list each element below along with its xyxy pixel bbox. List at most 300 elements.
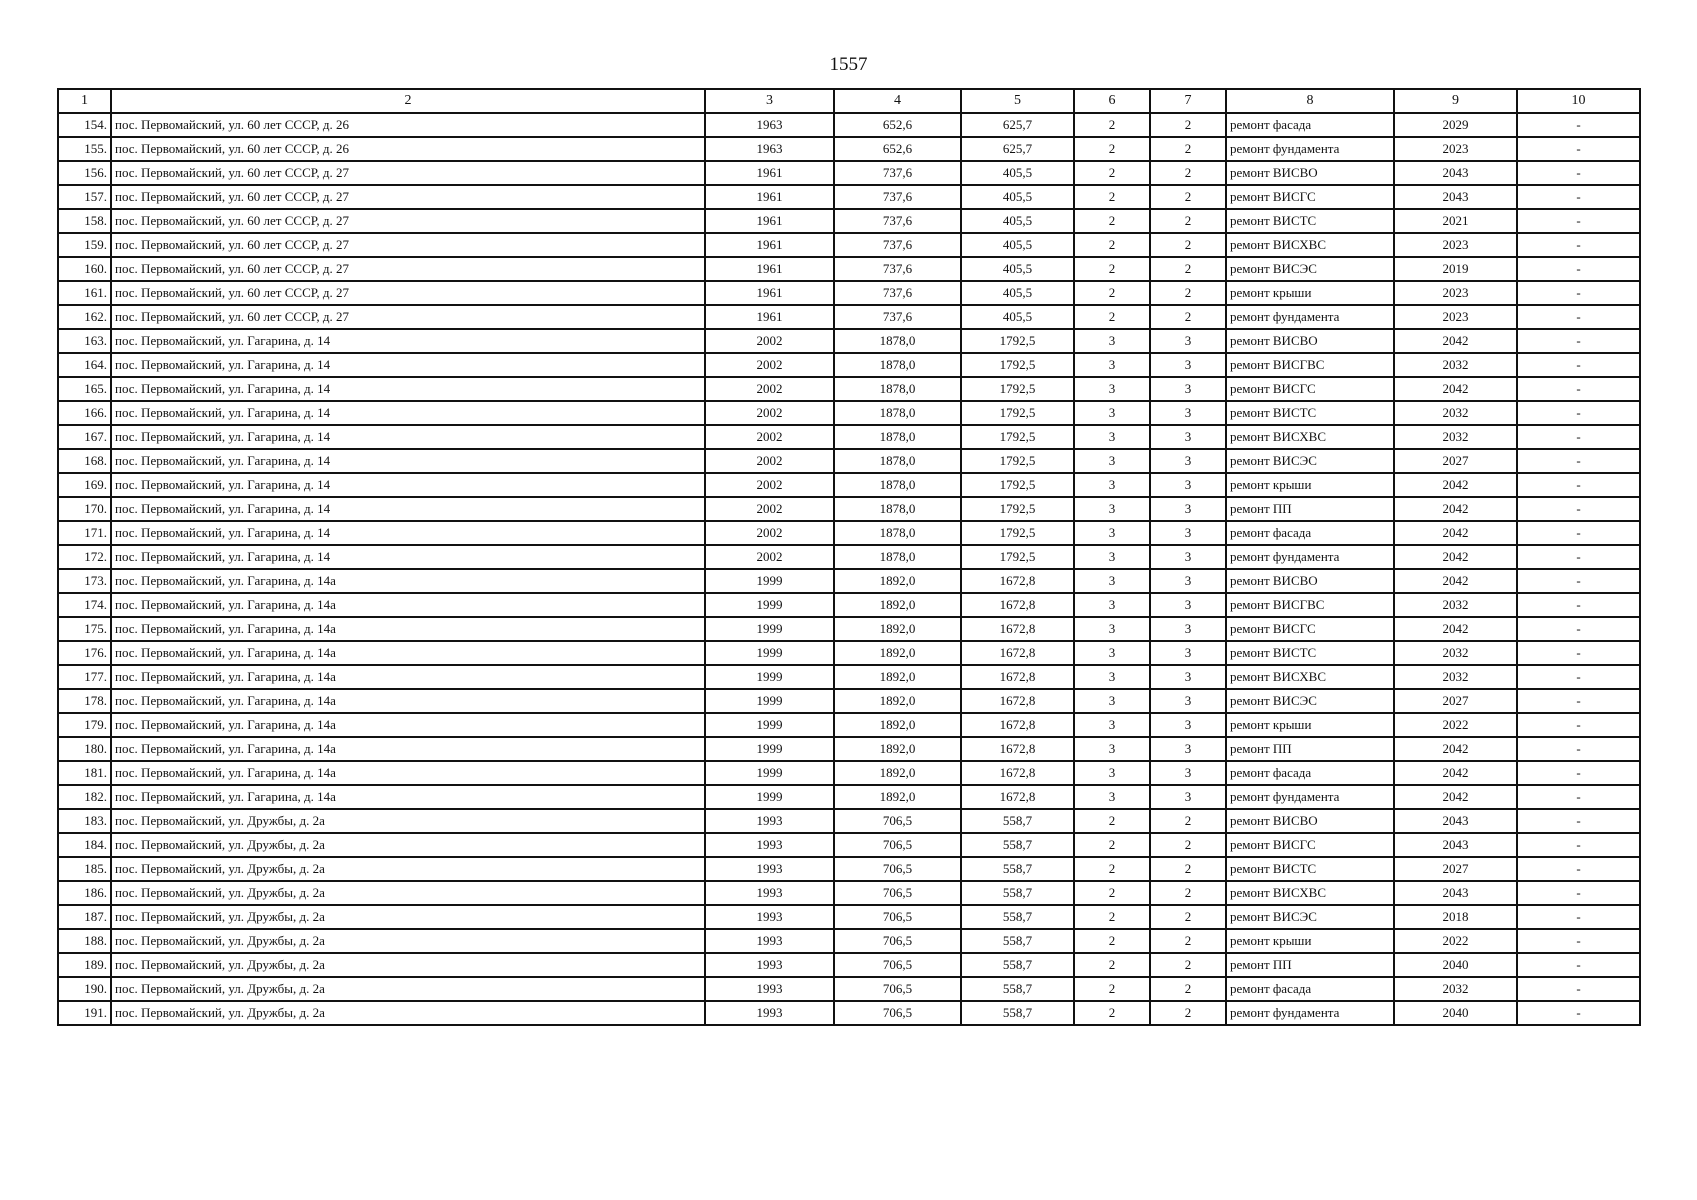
cell-build-year: 1993	[705, 929, 834, 953]
cell-floors: 3	[1074, 593, 1150, 617]
cell-work-type: ремонт ВИСТС	[1226, 209, 1394, 233]
cell-planned-year: 2032	[1394, 641, 1517, 665]
cell-build-year: 1993	[705, 833, 834, 857]
cell-floors: 3	[1074, 449, 1150, 473]
cell-total-area: 706,5	[834, 809, 961, 833]
cell-row-number: 186.	[58, 881, 111, 905]
cell-row-number: 181.	[58, 761, 111, 785]
cell-planned-year: 2022	[1394, 713, 1517, 737]
cell-note: -	[1517, 497, 1640, 521]
page-number: 1557	[829, 54, 868, 75]
cell-total-area: 1892,0	[834, 617, 961, 641]
cell-address: пос. Первомайский, ул. 60 лет СССР, д. 27	[111, 209, 705, 233]
cell-living-area: 625,7	[961, 113, 1074, 137]
cell-planned-year: 2040	[1394, 953, 1517, 977]
cell-work-type: ремонт ВИСГС	[1226, 833, 1394, 857]
cell-address: пос. Первомайский, ул. Гагарина, д. 14	[111, 521, 705, 545]
cell-living-area: 558,7	[961, 953, 1074, 977]
cell-build-year: 2002	[705, 521, 834, 545]
table-row	[58, 953, 1640, 977]
cell-planned-year: 2018	[1394, 905, 1517, 929]
cell-address: пос. Первомайский, ул. 60 лет СССР, д. 27	[111, 185, 705, 209]
cell-build-year: 2002	[705, 449, 834, 473]
cell-row-number: 155.	[58, 137, 111, 161]
cell-address: пос. Первомайский, ул. Дружбы, д. 2а	[111, 977, 705, 1001]
cell-row-number: 174.	[58, 593, 111, 617]
cell-work-type: ремонт ВИСТС	[1226, 641, 1394, 665]
cell-note: -	[1517, 113, 1640, 137]
cell-entrances: 2	[1150, 137, 1226, 161]
cell-row-number: 179.	[58, 713, 111, 737]
cell-row-number: 188.	[58, 929, 111, 953]
cell-address: пос. Первомайский, ул. 60 лет СССР, д. 27	[111, 257, 705, 281]
cell-entrances: 3	[1150, 761, 1226, 785]
column-header: 4	[834, 89, 961, 113]
cell-planned-year: 2042	[1394, 377, 1517, 401]
cell-build-year: 1999	[705, 737, 834, 761]
cell-living-area: 1792,5	[961, 449, 1074, 473]
cell-address: пос. Первомайский, ул. Дружбы, д. 2а	[111, 929, 705, 953]
cell-living-area: 405,5	[961, 233, 1074, 257]
cell-total-area: 1892,0	[834, 785, 961, 809]
cell-work-type: ремонт фасада	[1226, 113, 1394, 137]
cell-entrances: 3	[1150, 785, 1226, 809]
cell-living-area: 1792,5	[961, 329, 1074, 353]
table-row	[58, 737, 1640, 761]
cell-planned-year: 2032	[1394, 401, 1517, 425]
cell-build-year: 1999	[705, 761, 834, 785]
cell-build-year: 2002	[705, 377, 834, 401]
cell-note: -	[1517, 665, 1640, 689]
column-header: 10	[1517, 89, 1640, 113]
cell-total-area: 1878,0	[834, 425, 961, 449]
cell-planned-year: 2042	[1394, 737, 1517, 761]
cell-living-area: 405,5	[961, 161, 1074, 185]
cell-total-area: 1892,0	[834, 689, 961, 713]
cell-entrances: 3	[1150, 689, 1226, 713]
cell-note: -	[1517, 425, 1640, 449]
cell-build-year: 1961	[705, 305, 834, 329]
cell-row-number: 166.	[58, 401, 111, 425]
cell-address: пос. Первомайский, ул. 60 лет СССР, д. 27	[111, 305, 705, 329]
cell-living-area: 405,5	[961, 209, 1074, 233]
cell-planned-year: 2042	[1394, 617, 1517, 641]
cell-work-type: ремонт фундамента	[1226, 305, 1394, 329]
cell-work-type: ремонт ПП	[1226, 953, 1394, 977]
cell-row-number: 157.	[58, 185, 111, 209]
cell-row-number: 177.	[58, 665, 111, 689]
table-row	[58, 353, 1640, 377]
cell-planned-year: 2042	[1394, 569, 1517, 593]
cell-living-area: 558,7	[961, 833, 1074, 857]
cell-address: пос. Первомайский, ул. Гагарина, д. 14	[111, 497, 705, 521]
cell-total-area: 1878,0	[834, 473, 961, 497]
cell-work-type: ремонт фундамента	[1226, 1001, 1394, 1025]
cell-note: -	[1517, 305, 1640, 329]
table-row	[58, 257, 1640, 281]
cell-entrances: 3	[1150, 641, 1226, 665]
cell-row-number: 156.	[58, 161, 111, 185]
cell-work-type: ремонт ВИСГВС	[1226, 353, 1394, 377]
cell-planned-year: 2042	[1394, 761, 1517, 785]
cell-total-area: 706,5	[834, 905, 961, 929]
table-row	[58, 569, 1640, 593]
cell-build-year: 1961	[705, 257, 834, 281]
table-row	[58, 521, 1640, 545]
cell-total-area: 1892,0	[834, 593, 961, 617]
cell-floors: 2	[1074, 929, 1150, 953]
cell-living-area: 558,7	[961, 857, 1074, 881]
cell-address: пос. Первомайский, ул. Гагарина, д. 14	[111, 449, 705, 473]
cell-total-area: 737,6	[834, 233, 961, 257]
cell-entrances: 2	[1150, 281, 1226, 305]
cell-entrances: 3	[1150, 377, 1226, 401]
cell-entrances: 3	[1150, 713, 1226, 737]
cell-planned-year: 2029	[1394, 113, 1517, 137]
cell-row-number: 169.	[58, 473, 111, 497]
cell-work-type: ремонт ВИСЭС	[1226, 449, 1394, 473]
cell-living-area: 558,7	[961, 1001, 1074, 1025]
table-row	[58, 785, 1640, 809]
cell-note: -	[1517, 617, 1640, 641]
cell-floors: 2	[1074, 257, 1150, 281]
cell-entrances: 3	[1150, 665, 1226, 689]
cell-living-area: 405,5	[961, 281, 1074, 305]
cell-floors: 3	[1074, 329, 1150, 353]
cell-floors: 2	[1074, 809, 1150, 833]
table-row	[58, 113, 1640, 137]
cell-row-number: 168.	[58, 449, 111, 473]
cell-address: пос. Первомайский, ул. Дружбы, д. 2а	[111, 905, 705, 929]
cell-address: пос. Первомайский, ул. 60 лет СССР, д. 27	[111, 281, 705, 305]
cell-total-area: 737,6	[834, 305, 961, 329]
cell-living-area: 405,5	[961, 305, 1074, 329]
cell-entrances: 2	[1150, 233, 1226, 257]
cell-floors: 2	[1074, 209, 1150, 233]
cell-build-year: 1961	[705, 161, 834, 185]
cell-work-type: ремонт крыши	[1226, 929, 1394, 953]
cell-row-number: 164.	[58, 353, 111, 377]
column-header: 9	[1394, 89, 1517, 113]
cell-floors: 2	[1074, 113, 1150, 137]
cell-entrances: 2	[1150, 833, 1226, 857]
cell-entrances: 3	[1150, 737, 1226, 761]
cell-row-number: 191.	[58, 1001, 111, 1025]
cell-living-area: 558,7	[961, 929, 1074, 953]
cell-entrances: 3	[1150, 473, 1226, 497]
cell-floors: 2	[1074, 833, 1150, 857]
cell-floors: 2	[1074, 161, 1150, 185]
cell-planned-year: 2043	[1394, 809, 1517, 833]
cell-floors: 3	[1074, 641, 1150, 665]
cell-living-area: 1792,5	[961, 521, 1074, 545]
cell-entrances: 2	[1150, 929, 1226, 953]
cell-total-area: 706,5	[834, 833, 961, 857]
cell-floors: 2	[1074, 305, 1150, 329]
cell-planned-year: 2032	[1394, 977, 1517, 1001]
cell-planned-year: 2032	[1394, 665, 1517, 689]
cell-entrances: 2	[1150, 113, 1226, 137]
cell-note: -	[1517, 593, 1640, 617]
column-header: 8	[1226, 89, 1394, 113]
table-row	[58, 617, 1640, 641]
cell-row-number: 183.	[58, 809, 111, 833]
cell-build-year: 1993	[705, 881, 834, 905]
table-row	[58, 233, 1640, 257]
cell-work-type: ремонт ВИСГС	[1226, 617, 1394, 641]
cell-note: -	[1517, 785, 1640, 809]
cell-address: пос. Первомайский, ул. Дружбы, д. 2а	[111, 1001, 705, 1025]
cell-planned-year: 2042	[1394, 329, 1517, 353]
cell-note: -	[1517, 641, 1640, 665]
cell-floors: 3	[1074, 473, 1150, 497]
cell-address: пос. Первомайский, ул. Гагарина, д. 14	[111, 353, 705, 377]
cell-planned-year: 2027	[1394, 449, 1517, 473]
cell-total-area: 1892,0	[834, 737, 961, 761]
cell-build-year: 1993	[705, 809, 834, 833]
cell-address: пос. Первомайский, ул. Гагарина, д. 14	[111, 473, 705, 497]
cell-total-area: 1878,0	[834, 401, 961, 425]
cell-entrances: 3	[1150, 401, 1226, 425]
table-row	[58, 329, 1640, 353]
cell-build-year: 1963	[705, 137, 834, 161]
cell-note: -	[1517, 545, 1640, 569]
cell-address: пос. Первомайский, ул. Гагарина, д. 14	[111, 401, 705, 425]
column-header: 5	[961, 89, 1074, 113]
cell-entrances: 2	[1150, 257, 1226, 281]
cell-planned-year: 2023	[1394, 305, 1517, 329]
cell-floors: 3	[1074, 545, 1150, 569]
cell-address: пос. Первомайский, ул. 60 лет СССР, д. 26	[111, 137, 705, 161]
cell-total-area: 706,5	[834, 1001, 961, 1025]
cell-living-area: 1792,5	[961, 401, 1074, 425]
cell-build-year: 2002	[705, 497, 834, 521]
cell-build-year: 2002	[705, 473, 834, 497]
cell-note: -	[1517, 209, 1640, 233]
cell-total-area: 1892,0	[834, 569, 961, 593]
cell-planned-year: 2019	[1394, 257, 1517, 281]
cell-floors: 3	[1074, 569, 1150, 593]
cell-planned-year: 2043	[1394, 833, 1517, 857]
cell-address: пос. Первомайский, ул. Дружбы, д. 2а	[111, 857, 705, 881]
header-row	[58, 89, 1640, 113]
cell-floors: 3	[1074, 401, 1150, 425]
cell-work-type: ремонт фасада	[1226, 761, 1394, 785]
cell-living-area: 1792,5	[961, 473, 1074, 497]
cell-floors: 3	[1074, 521, 1150, 545]
cell-total-area: 1878,0	[834, 545, 961, 569]
cell-build-year: 2002	[705, 353, 834, 377]
cell-work-type: ремонт ВИСВО	[1226, 161, 1394, 185]
cell-work-type: ремонт ВИСХВС	[1226, 233, 1394, 257]
cell-note: -	[1517, 401, 1640, 425]
cell-entrances: 3	[1150, 545, 1226, 569]
cell-note: -	[1517, 161, 1640, 185]
cell-note: -	[1517, 905, 1640, 929]
cell-row-number: 173.	[58, 569, 111, 593]
cell-work-type: ремонт ВИСВО	[1226, 329, 1394, 353]
cell-build-year: 2002	[705, 545, 834, 569]
cell-address: пос. Первомайский, ул. Гагарина, д. 14	[111, 545, 705, 569]
cell-planned-year: 2042	[1394, 785, 1517, 809]
cell-living-area: 1672,8	[961, 641, 1074, 665]
cell-entrances: 3	[1150, 449, 1226, 473]
cell-build-year: 1999	[705, 617, 834, 641]
cell-total-area: 737,6	[834, 185, 961, 209]
cell-total-area: 1892,0	[834, 641, 961, 665]
cell-row-number: 162.	[58, 305, 111, 329]
cell-note: -	[1517, 521, 1640, 545]
cell-total-area: 737,6	[834, 161, 961, 185]
cell-total-area: 706,5	[834, 929, 961, 953]
cell-planned-year: 2043	[1394, 881, 1517, 905]
cell-row-number: 190.	[58, 977, 111, 1001]
cell-work-type: ремонт ВИСВО	[1226, 569, 1394, 593]
table-row	[58, 545, 1640, 569]
cell-entrances: 2	[1150, 881, 1226, 905]
cell-address: пос. Первомайский, ул. 60 лет СССР, д. 26	[111, 113, 705, 137]
cell-total-area: 1892,0	[834, 713, 961, 737]
cell-build-year: 1993	[705, 1001, 834, 1025]
cell-row-number: 175.	[58, 617, 111, 641]
table-row	[58, 209, 1640, 233]
cell-floors: 3	[1074, 689, 1150, 713]
cell-living-area: 1672,8	[961, 713, 1074, 737]
table-row	[58, 761, 1640, 785]
cell-build-year: 1993	[705, 857, 834, 881]
cell-row-number: 163.	[58, 329, 111, 353]
cell-total-area: 652,6	[834, 137, 961, 161]
cell-floors: 3	[1074, 425, 1150, 449]
cell-note: -	[1517, 233, 1640, 257]
cell-living-area: 1672,8	[961, 689, 1074, 713]
cell-entrances: 2	[1150, 209, 1226, 233]
cell-entrances: 3	[1150, 617, 1226, 641]
cell-entrances: 2	[1150, 809, 1226, 833]
cell-build-year: 1961	[705, 233, 834, 257]
cell-row-number: 184.	[58, 833, 111, 857]
cell-living-area: 405,5	[961, 257, 1074, 281]
cell-entrances: 2	[1150, 185, 1226, 209]
cell-work-type: ремонт крыши	[1226, 473, 1394, 497]
table-row	[58, 305, 1640, 329]
cell-build-year: 1999	[705, 593, 834, 617]
cell-total-area: 1878,0	[834, 329, 961, 353]
cell-living-area: 558,7	[961, 905, 1074, 929]
cell-note: -	[1517, 881, 1640, 905]
cell-address: пос. Первомайский, ул. Гагарина, д. 14	[111, 425, 705, 449]
table-row	[58, 689, 1640, 713]
cell-living-area: 558,7	[961, 881, 1074, 905]
cell-floors: 3	[1074, 665, 1150, 689]
cell-note: -	[1517, 329, 1640, 353]
cell-floors: 3	[1074, 713, 1150, 737]
cell-living-area: 558,7	[961, 977, 1074, 1001]
repair-schedule-table	[57, 88, 1641, 1026]
column-header: 2	[111, 89, 705, 113]
cell-floors: 3	[1074, 497, 1150, 521]
cell-total-area: 706,5	[834, 977, 961, 1001]
cell-work-type: ремонт ПП	[1226, 737, 1394, 761]
cell-row-number: 185.	[58, 857, 111, 881]
cell-work-type: ремонт фасада	[1226, 977, 1394, 1001]
cell-build-year: 1963	[705, 113, 834, 137]
cell-address: пос. Первомайский, ул. Гагарина, д. 14а	[111, 617, 705, 641]
cell-address: пос. Первомайский, ул. Гагарина, д. 14а	[111, 593, 705, 617]
cell-work-type: ремонт фундамента	[1226, 545, 1394, 569]
cell-note: -	[1517, 449, 1640, 473]
cell-row-number: 176.	[58, 641, 111, 665]
cell-work-type: ремонт ВИСХВС	[1226, 425, 1394, 449]
cell-living-area: 405,5	[961, 185, 1074, 209]
cell-floors: 2	[1074, 233, 1150, 257]
cell-work-type: ремонт фундамента	[1226, 785, 1394, 809]
cell-row-number: 172.	[58, 545, 111, 569]
cell-note: -	[1517, 281, 1640, 305]
cell-living-area: 1792,5	[961, 353, 1074, 377]
cell-build-year: 1993	[705, 905, 834, 929]
table-row	[58, 857, 1640, 881]
cell-total-area: 737,6	[834, 281, 961, 305]
cell-build-year: 2002	[705, 401, 834, 425]
cell-planned-year: 2042	[1394, 521, 1517, 545]
cell-address: пос. Первомайский, ул. 60 лет СССР, д. 27	[111, 161, 705, 185]
column-header: 6	[1074, 89, 1150, 113]
cell-living-area: 625,7	[961, 137, 1074, 161]
cell-living-area: 1672,8	[961, 569, 1074, 593]
cell-row-number: 154.	[58, 113, 111, 137]
cell-work-type: ремонт ВИСГВС	[1226, 593, 1394, 617]
cell-entrances: 3	[1150, 329, 1226, 353]
cell-build-year: 1999	[705, 641, 834, 665]
cell-living-area: 1672,8	[961, 761, 1074, 785]
cell-address: пос. Первомайский, ул. Дружбы, д. 2а	[111, 833, 705, 857]
cell-floors: 2	[1074, 281, 1150, 305]
cell-entrances: 3	[1150, 593, 1226, 617]
cell-total-area: 1878,0	[834, 449, 961, 473]
cell-planned-year: 2043	[1394, 161, 1517, 185]
table-row	[58, 881, 1640, 905]
table-row	[58, 929, 1640, 953]
cell-planned-year: 2021	[1394, 209, 1517, 233]
cell-build-year: 1993	[705, 953, 834, 977]
cell-floors: 2	[1074, 1001, 1150, 1025]
table-row	[58, 833, 1640, 857]
table-row	[58, 473, 1640, 497]
cell-planned-year: 2022	[1394, 929, 1517, 953]
cell-note: -	[1517, 569, 1640, 593]
table-row	[58, 1001, 1640, 1025]
cell-row-number: 180.	[58, 737, 111, 761]
cell-note: -	[1517, 353, 1640, 377]
cell-row-number: 159.	[58, 233, 111, 257]
cell-note: -	[1517, 737, 1640, 761]
cell-entrances: 2	[1150, 953, 1226, 977]
cell-note: -	[1517, 713, 1640, 737]
cell-entrances: 3	[1150, 425, 1226, 449]
cell-address: пос. Первомайский, ул. Дружбы, д. 2а	[111, 881, 705, 905]
cell-floors: 2	[1074, 881, 1150, 905]
cell-row-number: 189.	[58, 953, 111, 977]
cell-total-area: 1878,0	[834, 521, 961, 545]
table-row	[58, 281, 1640, 305]
cell-build-year: 1999	[705, 785, 834, 809]
cell-work-type: ремонт ВИСТС	[1226, 401, 1394, 425]
cell-total-area: 1878,0	[834, 377, 961, 401]
cell-floors: 3	[1074, 617, 1150, 641]
table-row	[58, 905, 1640, 929]
cell-floors: 2	[1074, 857, 1150, 881]
